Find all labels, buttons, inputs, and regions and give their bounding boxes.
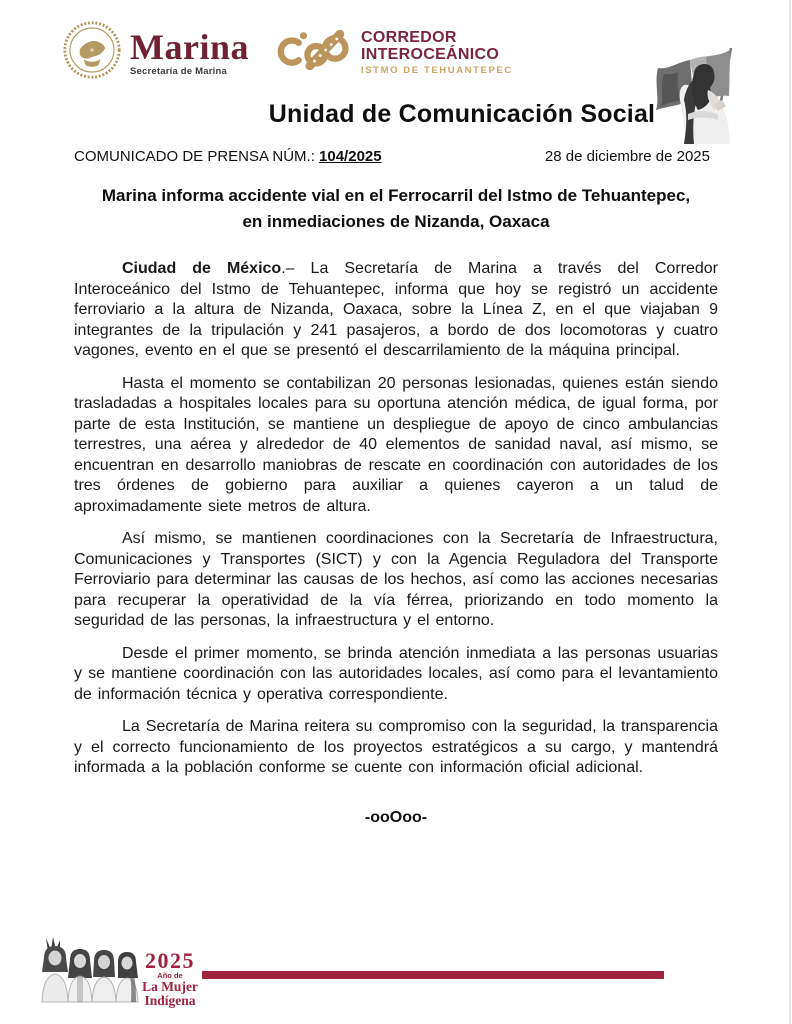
paragraph-1-rest: .– La Secretaría de Marina a través del Corredor Interoceánico del Istmo de Tehuantepec, informa que hoy se registró un accidente ferroviario a la altura de Nizanda, Oaxaca, sobre la Línea Z, en el que viajaban 9 integrantes de la tripulación y 241 pasajeros, a bordo de dos locomotoras y cuatro vagones, evento en el que se presentó el descarrilamiento de la máquina principal. (74, 260, 718, 359)
release-number: 104/2025 (319, 148, 382, 165)
body-paragraphs (74, 259, 718, 779)
closing-mark: -ooOoo- (364, 808, 428, 826)
headline (40, 183, 752, 235)
meta-row (74, 148, 710, 165)
release-line (74, 148, 382, 165)
paragraph-1 (74, 259, 718, 362)
marina-subtitle: Secretaría de Marina (130, 65, 227, 77)
footer-accent-bar (202, 971, 664, 979)
year-emblem (134, 950, 206, 1007)
paragraph-1-lead: Ciudad de México (122, 260, 282, 277)
ciit-line2: INTEROCEÁNICO (360, 46, 500, 63)
marina-seal-icon (62, 20, 122, 85)
paragraph-3: Así mismo, se mantienen coordinaciones con la Secretaría de Infraestructura, Comunicaciones y Transportes (SICT) y con la Agencia Reguladora del Transporte Ferroviario para determinar las causas de los hechos, así como las acciones necesarias para recuperar la operatividad de la vía férrea, priorizando en todo momento la seguridad de las personas, la infraestructura y el entorno. (74, 530, 718, 629)
ciit-logo (275, 26, 513, 79)
marina-wordmark (130, 26, 249, 77)
document-body (74, 183, 718, 827)
ciit-infinity-icon (275, 26, 351, 79)
ciit-wordmark (361, 29, 513, 76)
release-date: 28 de diciembre de 2025 (544, 148, 710, 165)
paragraph-4: Desde el primer momento, se brinda atención inmediata a las personas usuarias y se mantiene coordinación con las autoridades locales, así como para el levantamiento de información técnica y operativa correspondiente. (74, 644, 718, 703)
headline-line1: Marina informa accidente vial en el Ferrocarril del Istmo de Tehuantepec, (101, 186, 691, 205)
page-edge-line (789, 0, 791, 1024)
ciit-line3: ISTMO DE TEHUANTEPEC (360, 65, 513, 76)
year-label-line1: La Mujer (142, 979, 198, 994)
paragraph-5: La Secretaría de Marina reitera su compromiso con la seguridad, la transparencia y el correcto funcionamiento de los proyectos estratégicos a su cargo, y mantendrá informada a la población conforme se cuente con información oficial adicional. (74, 718, 718, 776)
release-label: COMUNICADO DE PRENSA NÚM.: (74, 148, 320, 165)
marina-title: Marina (130, 26, 249, 67)
year-label-line2: Indígena (144, 992, 196, 1008)
paragraph-2: Hasta el momento se contabilizan 20 personas lesionadas, quienes están siendo trasladadas a hospitales locales para su oportuna atención médica, de igual forma, por parte de esta Institución, se mantiene un despliegue de apoyo de cinco ambulancias terrestres, una aérea y alrededor de 40 elementos de sanidad naval, así mismo, se encuentran en desarrollo maniobras de rescate en coordinación con autoridades de los tres órdenes de gobierno para auxiliar a quienes cayeron a un talud de aproximadamente siete metros de altura. (74, 374, 718, 515)
page-title: Unidad de Comunicación Social (268, 100, 656, 128)
year-number: 2025 (145, 948, 195, 973)
indigenous-women-image (36, 936, 142, 1004)
year-subtext: Año de (157, 971, 183, 980)
header-logos (62, 20, 513, 85)
woman-with-flag-image (634, 44, 758, 146)
ciit-line1: CORREDOR (360, 29, 457, 46)
marina-logo (62, 20, 249, 85)
headline-line2: en inmediaciones de Nizanda, Oaxaca (242, 212, 550, 231)
